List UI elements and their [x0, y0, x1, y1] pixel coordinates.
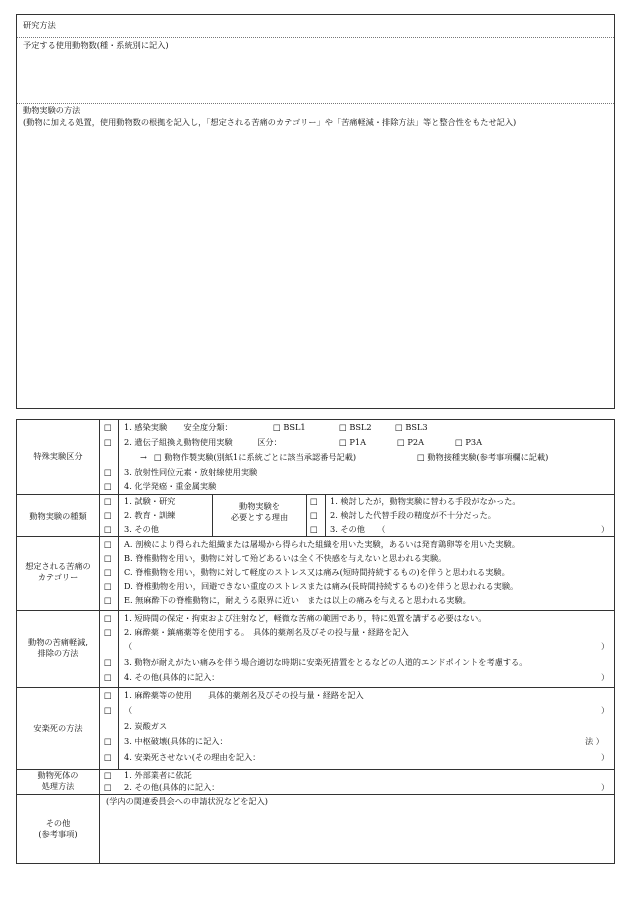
relief-minor-text: 1. 短時間の保定・拘束および注射など，軽微な苦痛の範囲であり，特に処置を講ずる必要はない。 [124, 613, 487, 623]
special-experiment-label: 特殊実験区分 [33, 451, 83, 461]
category-b-text: B. 脊椎動物を用い，動物に対して殆どあるいは全く不快感を与えないと思われる実験。 [124, 553, 447, 563]
animal-inoculation-text: 動物接種実験(参考事項欄に記載) [427, 452, 549, 462]
checkbox-euth-anesthetic[interactable]: □ [104, 690, 112, 700]
animal-creation-text: 動物作製実験(別紙1に系統ごとに該当承認番号記載) [164, 452, 357, 462]
checkbox-radioisotope[interactable]: □ [104, 467, 112, 477]
euth-none-text: 4. 安楽死させない(その理由を記入： [124, 752, 261, 762]
checkbox-euth-central[interactable]: □ [104, 736, 112, 746]
euthanasia-label: 安楽死の方法 [33, 723, 83, 733]
category-a-text: A. 剖検により得られた組織または屠場から得られた組織を用いた実験，あるいは発育鶏卵等を用いた実験。 [124, 539, 520, 549]
checkbox-p2a[interactable]: □ P2A [397, 437, 424, 447]
arrow-icon: → [140, 452, 147, 462]
euth-anesthetic-open: （ [124, 705, 133, 715]
necessity-reason-label: 動物実験を 必要とする理由 [230, 501, 289, 523]
carcass-other-text: 2. その他(具体的に記入： [124, 782, 220, 792]
checkbox-carcass-contractor[interactable]: □ [104, 770, 112, 780]
checkbox-category-b[interactable]: □ [104, 553, 112, 563]
checkbox-reason-insufficient[interactable]: □ [310, 510, 318, 520]
checkbox-kind-other[interactable]: □ [104, 524, 112, 534]
p3a-label: P3A [465, 437, 482, 447]
checkbox-reason-other[interactable]: □ [310, 524, 318, 534]
category-e-text: E. 無麻酔下の脊椎動物に，耐えうる限界に近い または以上の痛みを与えると思われる実験。 [124, 595, 471, 605]
carcass-contractor-text: 1. 外部業者に依託 [124, 770, 192, 780]
checkbox-category-d[interactable]: □ [104, 581, 112, 591]
kind-research-text: 1. 試験・研究 [124, 496, 176, 506]
infection-experiment-text: 1. 感染実験 安全度分類： [124, 422, 233, 432]
checkbox-animal-creation[interactable]: □ 動物作製実験(別紙1に系統ごとに該当承認番号記載) [154, 452, 357, 462]
category-c-text: C. 脊椎動物を用い，動物に対して軽度のストレス又は痛み(短時間持続するもの)を伴うと思われる実験。 [124, 567, 510, 577]
kind-other-text: 3. その他 [124, 524, 159, 534]
checkbox-category-e[interactable]: □ [104, 595, 112, 605]
bsl3-label: BSL3 [405, 422, 428, 432]
bsl1-label: BSL1 [283, 422, 306, 432]
reason-other-text: 3. その他 （ [330, 524, 386, 534]
chemical-carcinogen-text: 4. 化学発癌・重金属実験 [124, 481, 217, 491]
checkbox-kind-education[interactable]: □ [104, 510, 112, 520]
relief-endpoint-text: 3. 動物が耐えがたい痛みを伴う場合適切な時期に安楽死措置をとるなどの人道的エンドポイントを考慮する。 [124, 657, 528, 667]
experiment-method-label: 動物実験の方法 [23, 105, 81, 115]
relief-other-close: ） [601, 672, 610, 682]
checkbox-bsl2[interactable]: □ BSL2 [339, 422, 372, 432]
experiment-form-table [16, 419, 615, 864]
checkbox-relief-anesthetic[interactable]: □ [104, 627, 112, 637]
checkbox-reason-no-alternative[interactable]: □ [310, 496, 318, 506]
relief-anesthetic-close: ） [601, 641, 610, 651]
checkbox-category-a[interactable]: □ [104, 539, 112, 549]
euth-central-text: 3. 中枢破壊(具体的に記入： [124, 736, 228, 746]
p1a-label: P1A [349, 437, 366, 447]
checkbox-kind-research[interactable]: □ [104, 496, 112, 506]
checkbox-animal-inoculation[interactable]: □ 動物接種実験(参考事項欄に記載) [417, 452, 549, 462]
p2a-label: P2A [407, 437, 424, 447]
bsl2-label: BSL2 [349, 422, 372, 432]
category-d-text: D. 脊椎動物を用い，回避できない重度のストレスまたは痛み(長時間持続するもの)を伴うと思われる実験。 [124, 581, 519, 591]
carcass-disposal-label: 動物死体の 処理方法 [37, 770, 79, 792]
checkbox-category-c[interactable]: □ [104, 567, 112, 577]
animal-count-label: 予定する使用動物数(種・系統別に記入) [23, 40, 169, 50]
pain-category-label: 想定される苦痛の カテゴリー [25, 561, 91, 583]
gene-modified-text: 2. 遺伝子組換え動物使用実験 区分： [124, 437, 282, 447]
checkbox-gene-modified[interactable]: □ [104, 437, 112, 447]
kind-education-text: 2. 教育・訓練 [124, 510, 176, 520]
checkbox-relief-minor[interactable]: □ [104, 613, 112, 623]
checkbox-p1a[interactable]: □ P1A [339, 437, 366, 447]
other-notes-label: その他 (参考事項) [38, 818, 78, 840]
checkbox-infection[interactable]: □ [104, 422, 112, 432]
relief-anesthetic-text: 2. 麻酔薬・鎮痛薬等を使用する。 具体的薬剤名及びその投与量・経路を記入 [124, 627, 409, 637]
animal-count-divider [17, 103, 614, 104]
euth-anesthetic-close: ） [601, 705, 610, 715]
reason-insufficient-text: 2. 検討した代替手段の精度が不十分だった。 [330, 510, 496, 520]
euth-none-close: ） [601, 752, 610, 762]
euth-anesthetic-field[interactable] [135, 706, 595, 717]
checkbox-chemical-carcinogen[interactable]: □ [104, 481, 112, 491]
heading-divider [17, 37, 614, 38]
carcass-other-close: ） [601, 782, 610, 792]
checkbox-bsl1[interactable]: □ BSL1 [273, 422, 306, 432]
euth-central-close: 法 ） [585, 736, 604, 746]
other-notes-field[interactable] [103, 810, 611, 860]
experiment-kind-label: 動物実験の種類 [29, 511, 87, 521]
radioisotope-text: 3. 放射性同位元素・放射線使用実験 [124, 467, 258, 477]
checkbox-relief-endpoint[interactable]: □ [104, 657, 112, 667]
euth-co2-text: 2. 炭酸ガス [124, 721, 168, 731]
experiment-method-field[interactable] [19, 131, 612, 406]
relief-anesthetic-open: （ [124, 641, 133, 651]
checkbox-carcass-other[interactable]: □ [104, 782, 112, 792]
research-method-box [16, 14, 615, 409]
relief-other-text: 4. その他(具体的に記入： [124, 672, 220, 682]
relief-anesthetic-field[interactable] [135, 642, 595, 653]
checkbox-euth-anesthetic-detail[interactable]: □ [104, 705, 112, 715]
checkbox-euth-none[interactable]: □ [104, 752, 112, 762]
research-method-heading: 研究方法 [23, 20, 56, 30]
other-notes-instruction: (学内の関連委員会への申請状況などを記入) [106, 796, 268, 806]
checkbox-bsl3[interactable]: □ BSL3 [395, 422, 428, 432]
reason-other-close: ） [601, 524, 610, 534]
animal-count-field[interactable] [19, 53, 612, 101]
checkbox-relief-other[interactable]: □ [104, 672, 112, 682]
checkbox-p3a[interactable]: □ P3A [455, 437, 482, 447]
reason-no-alternative-text: 1. 検討したが，動物実験に替わる手段がなかった。 [330, 496, 521, 506]
pain-relief-label: 動物の苦痛軽減, 排除の方法 [28, 637, 88, 659]
euth-anesthetic-text: 1. 麻酔薬等の使用 具体的薬剤名及びその投与量・経路を記入 [124, 690, 364, 700]
experiment-method-note: (動物に加える処置，使用動物数の根拠を記入し，「想定される苦痛のカテゴリー」や「苦痛軽減・排除方法」等と整合性をもたせ記入) [23, 117, 517, 127]
